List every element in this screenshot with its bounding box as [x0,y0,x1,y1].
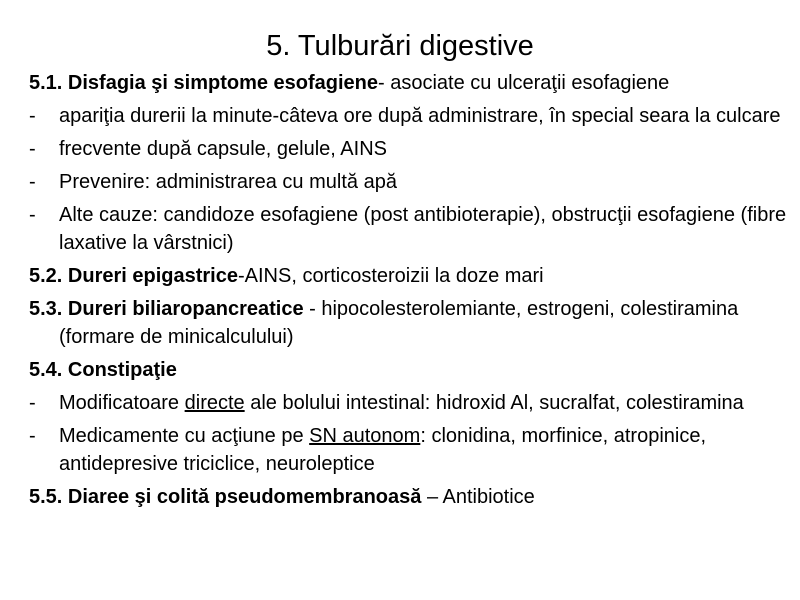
bullet-dash: - [29,204,36,226]
section-5-3-title: 5.3. Dureri biliaropancreatice [29,298,304,320]
section-5-2-subtitle: -AINS, corticosteroizii la doze mari [237,265,544,287]
section-5-3-heading [29,295,789,351]
section-5-1-bullet-3 [29,168,789,196]
section-5-5-subtitle: – Antibiotice [421,486,535,508]
bullet-text: frecvente după capsule, gelule, AINS [59,138,387,160]
section-5-4-heading [29,356,789,384]
section-5-1-bullet-2 [29,135,789,163]
section-5-2-heading [29,262,789,290]
section-5-4-bullet-1 [29,389,789,417]
section-5-5-heading [29,483,789,511]
bullet-text-underlined: SN autonom [309,425,421,447]
bullet-dash: - [29,425,36,447]
slide-title: 5. Tulburări digestive [266,30,534,62]
bullet-text-post: : clonidina, morfinice, atropinice, antidepresive triciclice, neuroleptice [59,425,707,475]
section-5-2-title: 5.2. Dureri epigastrice [29,265,238,287]
section-5-1-heading [29,69,789,97]
section-5-1-title: 5.1. Disfagia şi simptome esofagiene [29,72,379,94]
bullet-text-underlined: directe [184,392,245,414]
section-5-1-bullet-4 [29,201,789,257]
bullet-dash: - [29,171,36,193]
bullet-dash: - [29,392,36,414]
section-5-3-subtitle: - hipocolesterolemiante, estrogeni, colestiramina (formare de minicalculului) [59,298,739,348]
section-5-4-bullet-2 [29,422,789,478]
bullet-text-pre: Medicamente cu acţiune pe [59,425,310,447]
bullet-dash: - [29,105,36,127]
bullet-text: Alte cauze: candidoze esofagiene (post antibioterapie), obstrucţii esofagiene (fibre laxative la vârstnici) [59,204,787,254]
bullet-text: apariţia durerii la minute-câteva ore după administrare, în special seara la culcare [59,105,781,127]
section-5-5-title: 5.5. Diaree şi colită pseudomembranoasă [29,486,422,508]
bullet-text-post: ale bolului intestinal: hidroxid Al, sucralfat, colestiramina [244,392,744,414]
section-5-1-bullet-1 [29,102,789,130]
bullet-text-pre: Modificatoare [59,392,185,414]
section-5-1-subtitle: - asociate cu ulceraţii esofagiene [378,72,670,94]
bullet-text: Prevenire: administrarea cu multă apă [59,171,397,193]
section-5-4-title: 5.4. Constipaţie [29,359,177,381]
bullet-dash: - [29,138,36,160]
slide-content [29,69,789,516]
